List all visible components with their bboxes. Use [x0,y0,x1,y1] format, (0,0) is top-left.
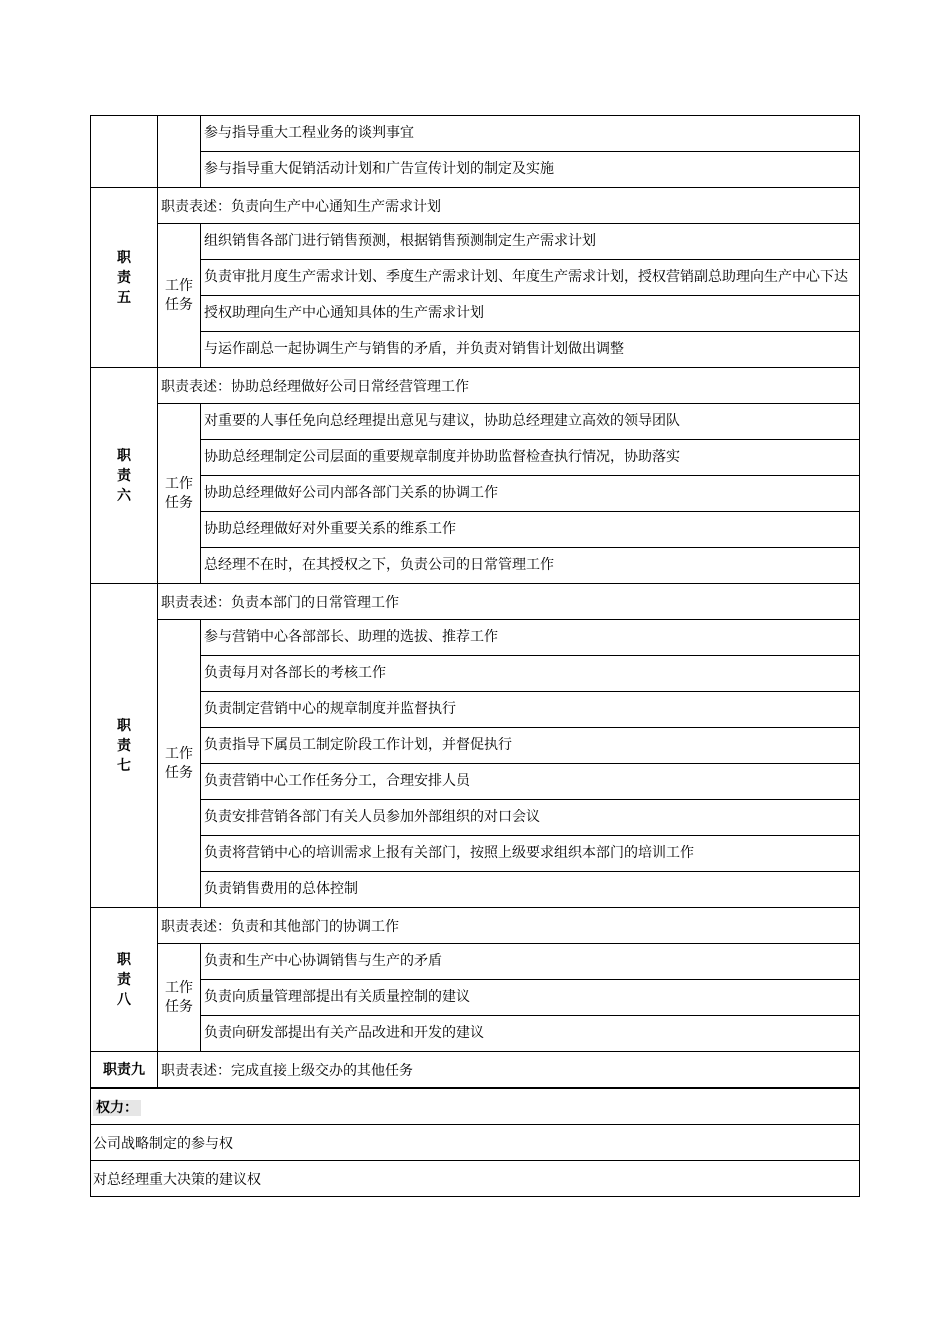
duty-label: 职责八 [91,908,158,1052]
task-item: 负责向研发部提出有关产品改进和开发的建议 [201,1016,860,1052]
table-row [91,548,860,584]
table-row [91,476,860,512]
duty-label: 职责七 [91,584,158,908]
table-row [91,332,860,368]
table-row [91,872,860,908]
task-item: 负责每月对各部长的考核工作 [201,656,860,692]
task-item: 参与指导重大工程业务的谈判事宜 [201,116,860,152]
table-row [91,224,860,260]
task-item: 总经理不在时，在其授权之下，负责公司的日常管理工作 [201,548,860,584]
job-description-document [90,115,860,1197]
duty-label: 职责六 [91,368,158,584]
table-row [91,944,860,980]
duty-description: 职责表述：负责向生产中心通知生产需求计划 [158,188,860,224]
task-item: 与运作副总一起协调生产与销售的矛盾，并负责对销售计划做出调整 [201,332,860,368]
table-row [91,1016,860,1052]
power-item: 公司战略制定的参与权 [91,1125,860,1161]
duties-table [90,115,860,1088]
table-row [91,764,860,800]
power-item: 对总经理重大决策的建议权 [91,1161,860,1197]
table-row [91,836,860,872]
empty-sub-cell [158,116,201,188]
task-label: 工作任务 [158,224,201,368]
table-row [91,980,860,1016]
task-item: 组织销售各部门进行销售预测，根据销售预测制定生产需求计划 [201,224,860,260]
task-item: 负责营销中心工作任务分工，合理安排人员 [201,764,860,800]
task-item: 协助总经理做好对外重要关系的维系工作 [201,512,860,548]
table-row [91,620,860,656]
task-item: 参与指导重大促销活动计划和广告宣传计划的制定及实施 [201,152,860,188]
duty-description: 职责表述：完成直接上级交办的其他任务 [158,1052,860,1088]
task-item: 参与营销中心各部部长、助理的选拔、推荐工作 [201,620,860,656]
task-label: 工作任务 [158,620,201,908]
powers-table [90,1087,860,1197]
table-row [91,908,860,944]
powers-title: 权力： [93,1100,141,1116]
duty-description: 职责表述：负责本部门的日常管理工作 [158,584,860,620]
table-row [91,1052,860,1088]
empty-label-cell [91,116,158,188]
task-item: 负责向质量管理部提出有关质量控制的建议 [201,980,860,1016]
task-item: 授权助理向生产中心通知具体的生产需求计划 [201,296,860,332]
duty-label: 职责九 [91,1052,158,1088]
table-row [91,656,860,692]
table-row [91,1125,860,1161]
table-row [91,584,860,620]
table-row [91,692,860,728]
duty-description: 职责表述：协助总经理做好公司日常经营管理工作 [158,368,860,404]
table-row [91,404,860,440]
task-item: 负责销售费用的总体控制 [201,872,860,908]
task-item: 负责制定营销中心的规章制度并监督执行 [201,692,860,728]
task-item: 负责指导下属员工制定阶段工作计划，并督促执行 [201,728,860,764]
task-item: 协助总经理做好公司内部各部门关系的协调工作 [201,476,860,512]
table-row [91,1161,860,1197]
table-row [91,152,860,188]
table-row [91,296,860,332]
table-row [91,116,860,152]
task-label: 工作任务 [158,404,201,584]
task-item: 对重要的人事任免向总经理提出意见与建议，协助总经理建立高效的领导团队 [201,404,860,440]
task-item: 负责安排营销各部门有关人员参加外部组织的对口会议 [201,800,860,836]
powers-header-cell [91,1088,860,1125]
duty-description: 职责表述：负责和其他部门的协调工作 [158,908,860,944]
table-row [91,440,860,476]
task-item: 负责将营销中心的培训需求上报有关部门，按照上级要求组织本部门的培训工作 [201,836,860,872]
table-row [91,188,860,224]
task-item: 协助总经理制定公司层面的重要规章制度并协助监督检查执行情况，协助落实 [201,440,860,476]
powers-header-row [91,1088,860,1125]
task-item: 负责审批月度生产需求计划、季度生产需求计划、年度生产需求计划，授权营销副总助理向生产中心下达 [201,260,860,296]
duty-label: 职责五 [91,188,158,368]
table-row [91,800,860,836]
task-label: 工作任务 [158,944,201,1052]
task-item: 负责和生产中心协调销售与生产的矛盾 [201,944,860,980]
table-row [91,260,860,296]
table-row [91,728,860,764]
table-row [91,368,860,404]
table-row [91,512,860,548]
